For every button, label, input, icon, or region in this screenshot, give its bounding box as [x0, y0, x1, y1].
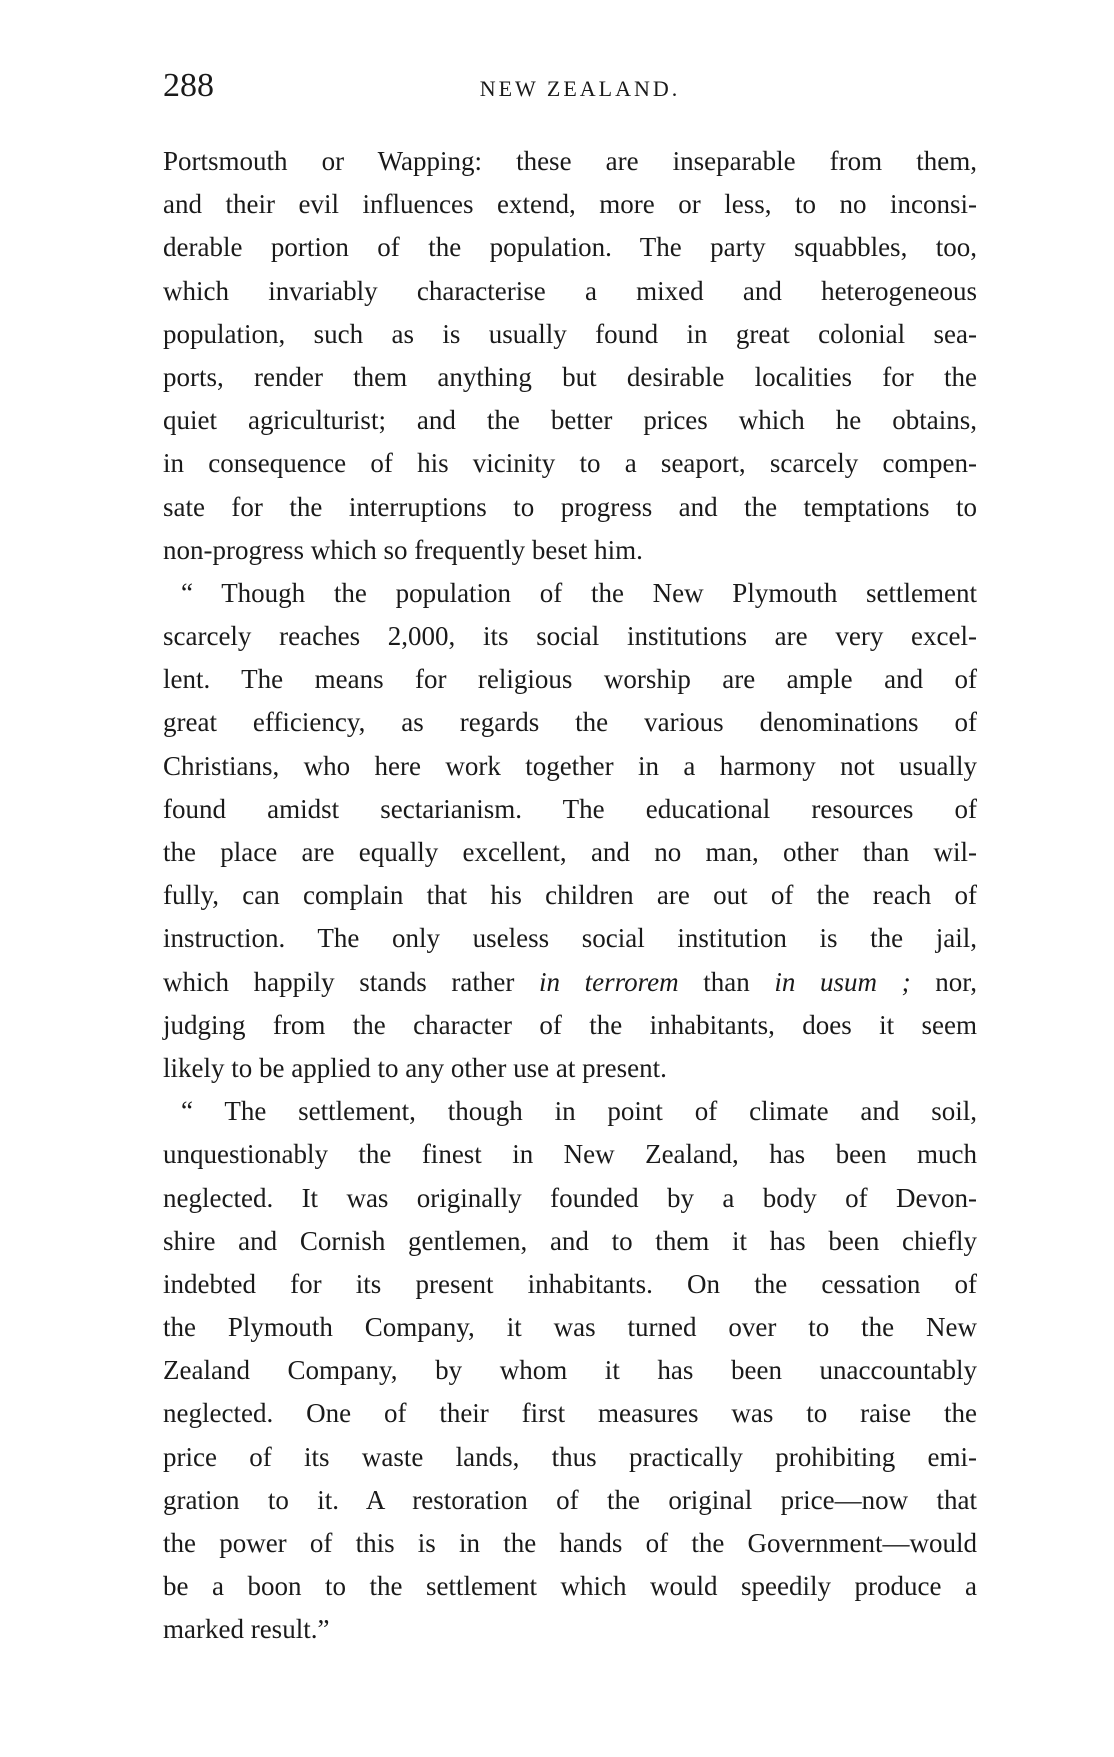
page-header — [163, 66, 977, 110]
text-line: found amidst sectarianism. The educational resources of — [163, 793, 977, 824]
text-fragment: nor, — [910, 966, 977, 997]
text-fragment: which happily stands rather — [163, 966, 539, 997]
text-line: price of its waste lands, thus practically prohibiting emi- — [163, 1441, 977, 1472]
text-line: neglected. One of their first measures was to raise the — [163, 1398, 977, 1429]
text-line: the place are equally excellent, and no man, other than wil- — [163, 837, 977, 867]
text-line: “ Though the population of the New Plymouth settlement — [181, 577, 977, 608]
text-line: unquestionably the finest in New Zealand, has been much — [163, 1139, 977, 1170]
text-line: “ The settlement, though in point of climate and soil, — [181, 1096, 977, 1127]
text-line: the power of this is in the hands of the Government—would — [163, 1528, 977, 1558]
text-line: instruction. The only useless social institution is the jail, — [163, 923, 977, 954]
text-line: and their evil influences extend, more or less, to no inconsi- — [163, 189, 977, 220]
text-line: likely to be applied to any other use at present. — [163, 1052, 667, 1083]
text-line: non-progress which so frequently beset him. — [163, 534, 643, 565]
text-line: marked result.” — [163, 1614, 330, 1645]
text-line: Christians, who here work together in a harmony not usually — [163, 750, 977, 781]
text-line: shire and Cornish gentlemen, and to them it has been chiefly — [163, 1225, 977, 1256]
page-number: 288 — [163, 67, 214, 104]
text-line: quiet agriculturist; and the better prices which he obtains, — [163, 405, 977, 436]
text-line: scarcely reaches 2,000, its social institutions are very excel- — [163, 621, 977, 652]
text-line: ports, render them anything but desirable localities for the — [163, 361, 977, 392]
latin-phrase: in terrorem — [538, 966, 679, 997]
text-line: population, such as is usually found in great colonial sea- — [163, 318, 977, 349]
running-title: NEW ZEALAND. — [479, 76, 681, 101]
text-line-with-latin — [163, 961, 977, 1004]
text-line: neglected. It was originally founded by a body of Devon- — [163, 1182, 977, 1213]
text-line: indebted for its present inhabitants. On the cessation of — [163, 1268, 977, 1299]
text-line: gration to it. A restoration of the original price—now that — [163, 1484, 977, 1515]
text-line: the Plymouth Company, it was turned over to the New — [163, 1312, 977, 1343]
text-line: judging from the character of the inhabitants, does it seem — [163, 1009, 977, 1040]
text-line: fully, can complain that his children are out of the reach of — [163, 880, 977, 911]
text-line: great efficiency, as regards the various denominations of — [163, 707, 977, 738]
text-line: which invariably characterise a mixed and heterogeneous — [163, 275, 977, 306]
text-line: Zealand Company, by whom it has been unaccountably — [163, 1355, 977, 1386]
body-text — [163, 140, 977, 1652]
text-line: derable portion of the population. The party squabbles, too, — [163, 232, 977, 263]
latin-phrase: in usum ; — [774, 966, 911, 997]
text-fragment: than — [678, 966, 775, 997]
text-line: sate for the interruptions to progress and the temptations to — [163, 491, 977, 522]
text-line: lent. The means for religious worship are ample and of — [163, 664, 977, 695]
text-line: Portsmouth or Wapping: these are inseparable from them, — [163, 146, 977, 176]
text-line: be a boon to the settlement which would speedily produce a — [163, 1571, 977, 1602]
text-line: in consequence of his vicinity to a seaport, scarcely compen- — [163, 448, 977, 479]
